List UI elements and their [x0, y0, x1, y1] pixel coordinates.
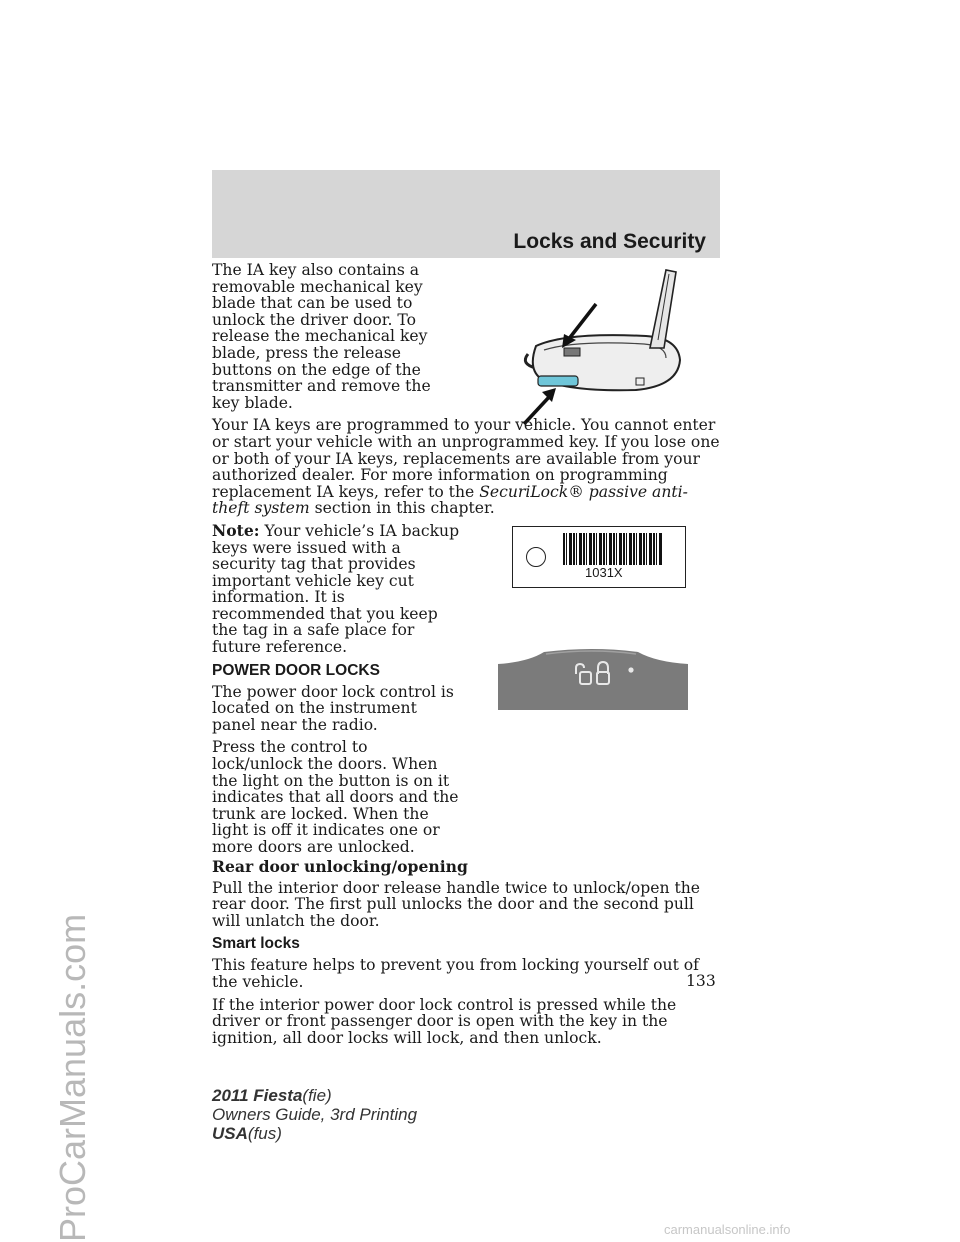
page-number: 133: [686, 972, 716, 990]
watermark: ProCarManuals.com: [52, 913, 93, 1242]
tag-code: 1031X: [585, 565, 623, 580]
power-door-locks-paragraph-1: The power door lock control is located on the instrument panel near the radio.: [212, 682, 454, 734]
ia-key-blade-paragraph: The IA key also contains a removable mechanical key blade that can be used to unlock the driver door. To release the mechanical key blade, press the release buttons on the edge of the transmitter and remove the key blade.: [212, 261, 431, 412]
footer-market-line: USA(fus): [212, 1124, 282, 1143]
power-door-locks-heading: POWER DOOR LOCKS: [212, 661, 380, 679]
footer-model-line: 2011 Fiesta(fie): [212, 1086, 332, 1105]
smart-locks-paragraph-1: This feature helps to prevent you from locking yourself out of the vehicle.: [212, 956, 699, 991]
section-header-band: [212, 170, 720, 258]
note-paragraph: Note: Your vehicle’s IA backup keys were issued with a security tag that provides important vehicle key cut information. It is recommended that you keep the tag in a safe place for future reference.: [212, 520, 460, 657]
footer-guide-line: Owners Guide, 3rd Printing: [212, 1105, 418, 1124]
smart-locks-heading: Smart locks: [212, 935, 300, 953]
site-watermark: carmanualsonline.info: [664, 1222, 791, 1237]
note-label: Note:: [212, 520, 260, 540]
section-title: Locks and Security: [513, 230, 706, 253]
rear-door-paragraph: Pull the interior door release handle twice to unlock/open the rear door. The first pull unlocks the door and the second pull will unlatch the door.: [212, 878, 700, 930]
securilock-reference: SecuriLock® passive anti-theft system: [212, 482, 688, 518]
ia-keys-programmed-paragraph: Your IA keys are programmed to your vehicle. You cannot enter or start your vehicle with an unprogrammed key. If you lose one or both of your IA keys, replacements are available from your authorized dealer. For more information on programming replacement IA keys, refer to the SecuriLock® passive anti-theft system section in this chapter.: [212, 416, 720, 518]
rear-door-heading: Rear door unlocking/opening: [212, 856, 468, 876]
footer: [212, 1086, 417, 1143]
smart-locks-paragraph-2: If the interior power door lock control is pressed while the driver or front passenger door is open with the key in the ignition, all door locks will lock, and then unlock.: [212, 995, 677, 1047]
power-door-locks-paragraph-2: Press the control to lock/unlock the doors. When the light on the button is on it indicates that all doors and the trunk are locked. When the light is off it indicates one or more doors are unlocked.: [212, 738, 459, 856]
page-content: [212, 262, 722, 1052]
